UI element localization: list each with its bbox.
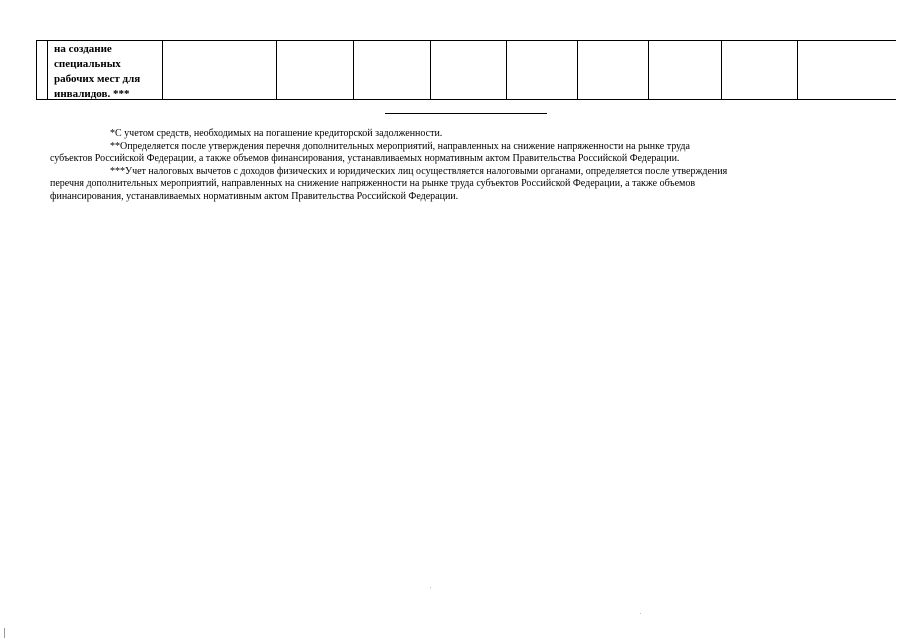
- table-column-border: [506, 41, 507, 99]
- cell-line: инвалидов. ***: [54, 88, 130, 100]
- footnote-2: **Определяется после утверждения перечня дополнительных мероприятий, направленных на снижение напряженности на рынке труда: [110, 140, 690, 152]
- table-column-border: [797, 41, 798, 99]
- footnote-3-continued: перечня дополнительных мероприятий, направленных на снижение напряженности на рынке труда субъектов Российской Федерации, а также объемов: [50, 178, 696, 189]
- footnotes: [50, 128, 850, 203]
- table-cell-description: [54, 42, 164, 102]
- table-column-border: [276, 41, 277, 99]
- scan-speck: [430, 587, 431, 588]
- footnote-3-continued: финансирования, устанавливаемых нормативным актом Правительства Российской Федерации.: [50, 190, 459, 202]
- footnote-1: *С учетом средств, необходимых на погашение кредиторской задолженности.: [110, 128, 443, 139]
- table-column-border: [577, 41, 578, 99]
- table-column-border: [430, 41, 431, 99]
- cell-line: специальных: [54, 58, 121, 70]
- scan-speck: [640, 613, 641, 614]
- table-column-border: [648, 41, 649, 99]
- footnote-3: ***Учет налоговых вычетов с доходов физических и юридических лиц осуществляется налоговыми органами, определяется после утверждения: [110, 165, 728, 177]
- footnote-2-continued: субъектов Российской Федерации, а также объемов финансирования, устанавливаемых нормативным актом Правительства Российской Федерации.: [50, 153, 680, 164]
- table-column-border: [36, 41, 37, 99]
- table-column-border: [47, 41, 48, 99]
- footnote-separator: [385, 113, 547, 114]
- table-column-border: [353, 41, 354, 99]
- scan-margin-mark: [4, 628, 5, 638]
- cell-line: на создание: [54, 43, 112, 55]
- table-fragment: [36, 40, 896, 100]
- table-column-border: [721, 41, 722, 99]
- cell-line: рабочих мест для: [54, 73, 141, 85]
